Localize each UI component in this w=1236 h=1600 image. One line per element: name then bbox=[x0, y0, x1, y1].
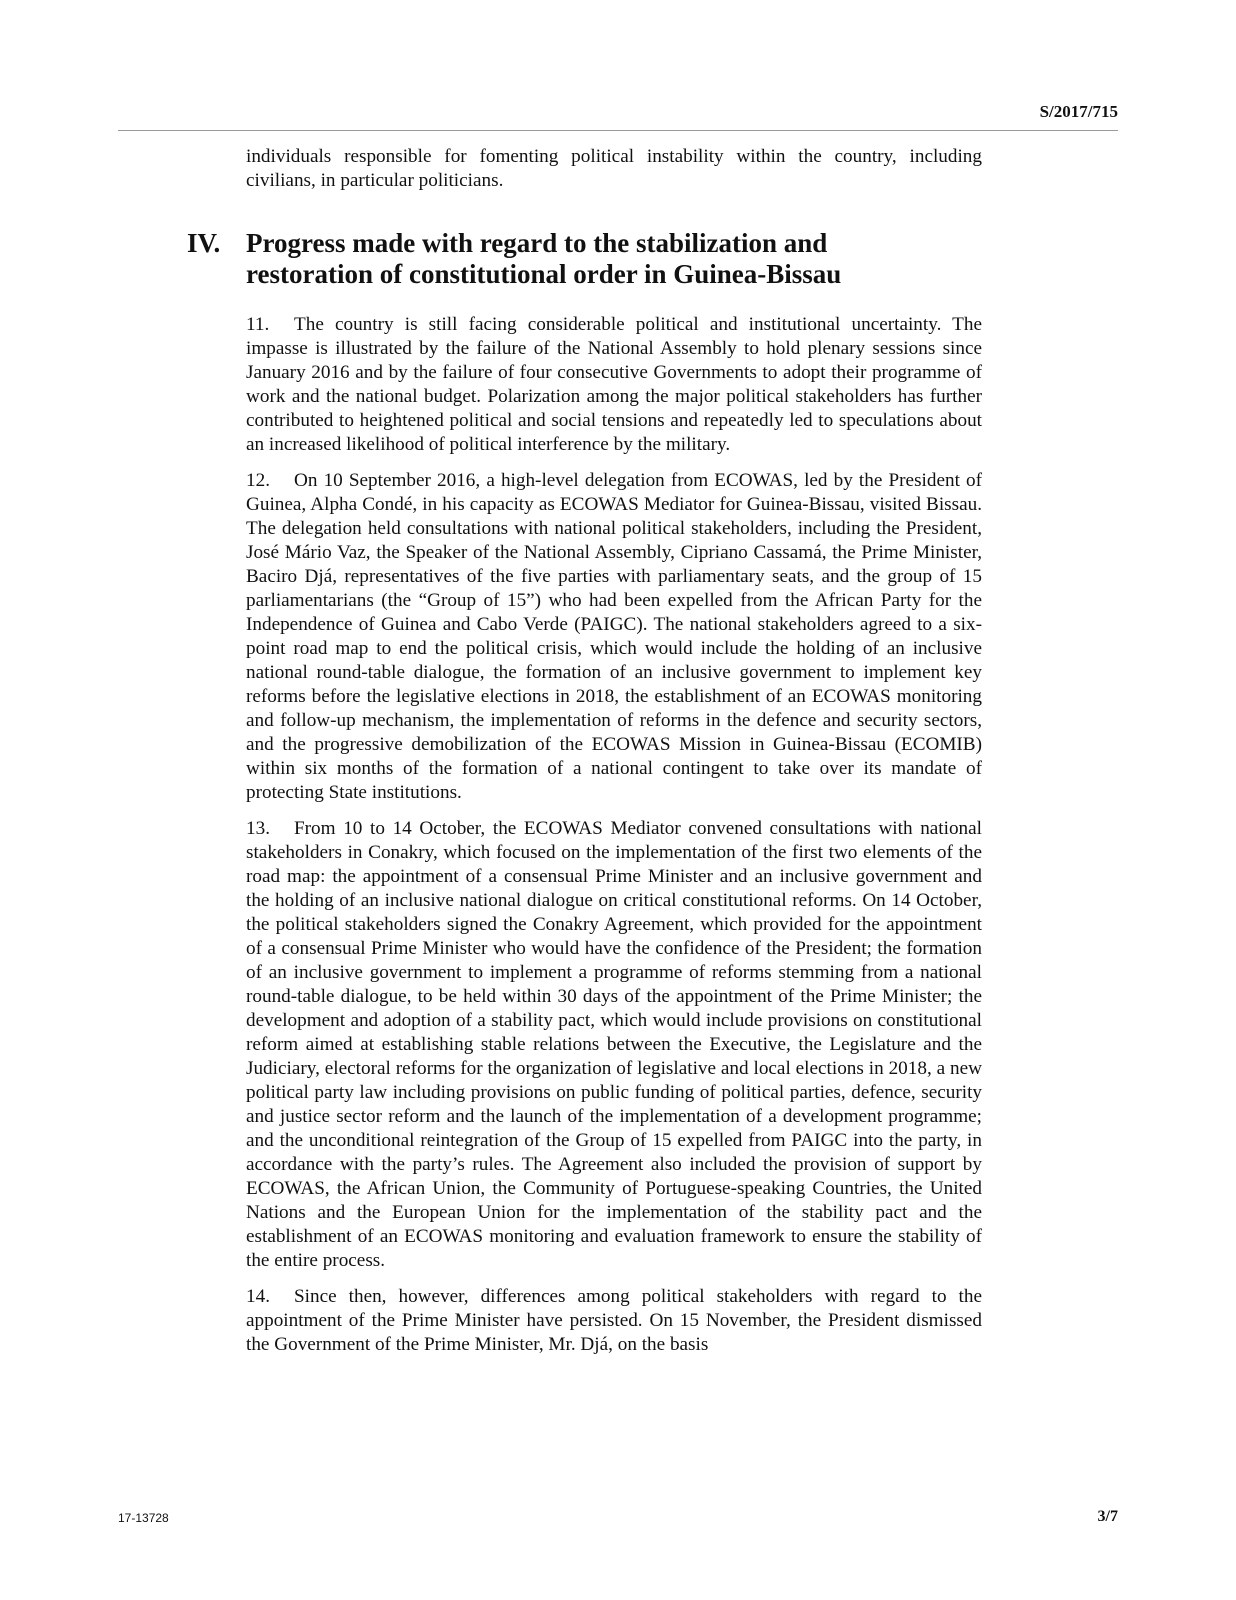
page-header bbox=[118, 96, 1118, 131]
paragraph-list bbox=[246, 313, 982, 1369]
section-title: Progress made with regard to the stabilization and restoration of constitutional order in Guinea-Bissau bbox=[246, 228, 842, 289]
document-symbol: S/2017/715 bbox=[1039, 102, 1118, 121]
paragraph-12 bbox=[246, 469, 982, 805]
paragraph-text: From 10 to 14 October, the ECOWAS Mediator convened consultations with national stakeholders in Conakry, which focused on the implementation of the first two elements of the road map: the appointment of a consensual Prime Minister and an inclusive government and the holding of an inclusive national dialogue on critical constitutional reforms. On 14 October, the political stakeholders signed the Conakry Agreement, which provided for the appointment of a consensual Prime Minister who would have the confidence of the President; the formation of an inclusive government to implement a programme of reforms stemming from a national round-table dialogue, to be held within 30 days of the appointment of the Prime Minister; the development and adoption of a stability pact, which would include provisions on constitutional reform aimed at establishing stable relations between the Executive, the Legislature and the Judiciary, electoral reforms for the organization of legislative and local elections in 2018, a new political party law including provisions on public funding of political parties, defence, security and justice sector reform and the launch of the implementation of a development programme; and the unconditional reintegration of the Group of 15 expelled from PAIGC into the party, in accordance with the party’s rules. The Agreement also included the provision of support by ECOWAS, the African Union, the Community of Portuguese-speaking Countries, the United Nations and the European Union for the implementation of the stability pact and the establishment of an ECOWAS monitoring and evaluation framework to ensure the stability of the entire process. bbox=[246, 818, 982, 1271]
lead-paragraph: individuals responsible for fomenting political instability within the country, including civilians, in particular politicians. bbox=[246, 146, 982, 191]
page-number: 3/7 bbox=[1097, 1508, 1118, 1525]
paragraph-11 bbox=[246, 313, 982, 457]
job-number: 17-13728 bbox=[118, 1511, 169, 1525]
paragraph-14 bbox=[246, 1285, 982, 1357]
paragraph-number: 13. bbox=[246, 818, 270, 839]
paragraph-number: 11. bbox=[246, 314, 270, 335]
paragraph-text: On 10 September 2016, a high-level delegation from ECOWAS, led by the President of Guinea, Alpha Condé, in his capacity as ECOWAS Mediator for Guinea-Bissau, visited Bissau. The delegation held consultations with national political stakeholders, including the President, José Mário Vaz, the Speaker of the National Assembly, Cipriano Cassamá, the Prime Minister, Baciro Djá, representatives of the five parties with parliamentary seats, and the group of 15 parliamentarians (the “Group of 15”) who had been expelled from the African Party for the Independence of Guinea and Cabo Verde (PAIGC). The national stakeholders agreed to a six-point road map to end the political crisis, which would include the holding of an inclusive national round-table dialogue, the formation of an inclusive government to implement key reforms before the legislative elections in 2018, the establishment of an ECOWAS monitoring and follow-up mechanism, the implementation of reforms in the defence and security sectors, and the progressive demobilization of the ECOWAS Mission in Guinea-Bissau (ECOMIB) within six months of the formation of a national contingent to take over its mandate of protecting State institutions. bbox=[246, 470, 982, 803]
paragraph-number: 14. bbox=[246, 1286, 270, 1307]
section-number: IV. bbox=[187, 228, 221, 258]
paragraph-text: The country is still facing considerable political and institutional uncertainty. The impasse is illustrated by the failure of the National Assembly to hold plenary sessions since January 2016 and by the failure of four consecutive Governments to adopt their programme of work and the national budget. Polarization among the major political stakeholders has further contributed to heightened political and social tensions and repeatedly led to speculations about an increased likelihood of political interference by the military. bbox=[246, 314, 982, 455]
paragraph-13 bbox=[246, 817, 982, 1273]
paragraph-text: Since then, however, differences among political stakeholders with regard to the appointment of the Prime Minister have persisted. On 15 November, the President dismissed the Government of the Prime Minister, Mr. Djá, on the basis bbox=[246, 1286, 982, 1355]
paragraph-number: 12. bbox=[246, 470, 270, 491]
